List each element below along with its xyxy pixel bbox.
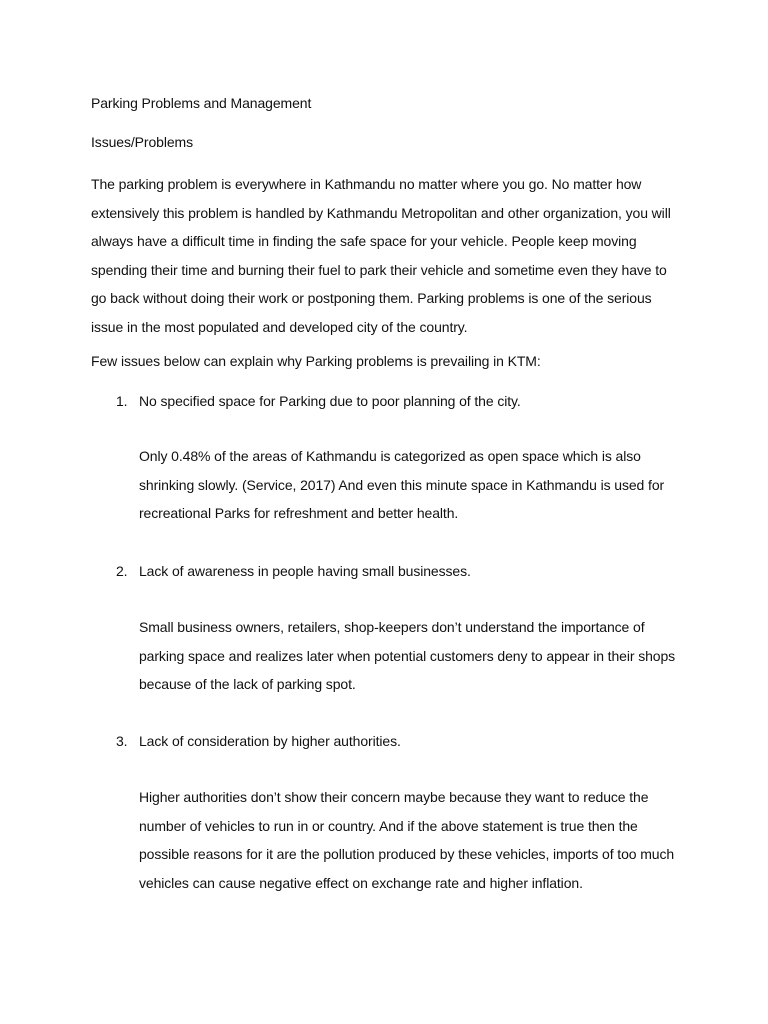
section-heading: Issues/Problems [91, 134, 193, 150]
intro-paragraph: The parking problem is everywhere in Kathmandu no matter where you go. No matter how extensively this problem is handled by Kathmandu Metropolitan and other organization, you will always have a difficult time in finding the safe space for your vehicle. People keep moving spending their time and burning their fuel to park their vehicle and sometime even they have to go back without doing their work or postponing them. Parking problems is one of the serious issue in the most populated and developed city of the country. [91, 176, 671, 335]
issue-number: 3. [116, 733, 128, 749]
issue-number: 1. [116, 393, 128, 409]
document-title: Parking Problems and Management [91, 95, 312, 111]
issue-body: Only 0.48% of the areas of Kathmandu is categorized as open space which is also shrinking slowly. (Service, 2017) And even this minute space in Kathmandu is used for recreational Parks for refreshment and better health. [139, 448, 665, 522]
lead-sentence: Few issues below can explain why Parking problems is prevailing in KTM: [91, 353, 541, 369]
issue-heading-text: Lack of awareness in people having small businesses. [139, 563, 471, 579]
issue-number: 2. [116, 563, 128, 579]
issue-body: Small business owners, retailers, shop-keepers don’t understand the importance of parking space and realizes later when potential customers deny to appear in their shops because of the lack of parking spot. [139, 619, 676, 693]
issue-heading-text: Lack of consideration by higher authorities. [139, 733, 401, 749]
issue-heading [116, 562, 471, 580]
issue-heading [116, 732, 401, 750]
issue-heading [116, 392, 521, 410]
issue-heading-text: No specified space for Parking due to poor planning of the city. [139, 393, 521, 409]
issue-body: Higher authorities don’t show their concern maybe because they want to reduce the number of vehicles to run in or country. And if the above statement is true then the possible reasons for it are the pollution produced by these vehicles, imports of too much vehicles can cause negative effect on exchange rate and higher inflation. [139, 789, 675, 891]
